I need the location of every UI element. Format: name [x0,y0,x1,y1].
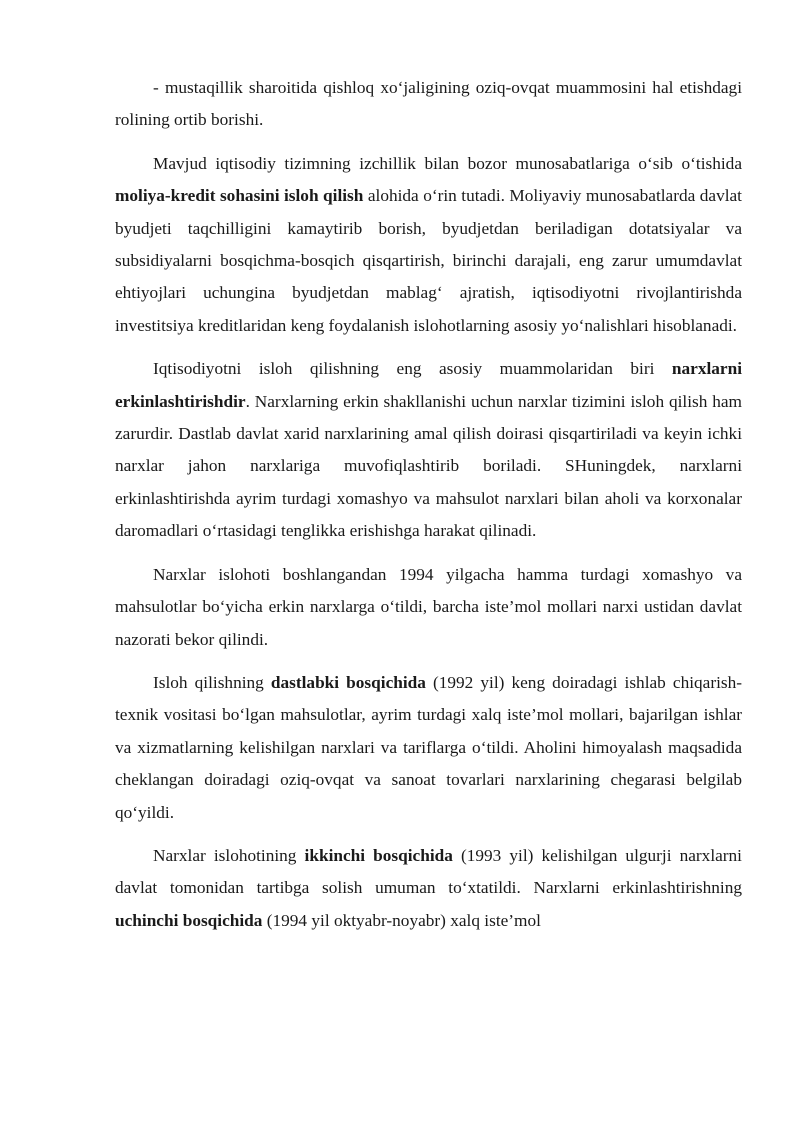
paragraph-text: Narxlar islohotining [153,845,305,865]
document-page [115,72,742,948]
paragraph-text: Isloh qilishning [153,672,271,692]
paragraph-text: alohida o‘rin tutadi. Moliyaviy munosabatlarda davlat byudjeti taqchilligini kamaytirib borish, byudjetdan beriladigan dotatsiyalar va subsidiyalarni bosqichma-bosqich qisqartirish, birinchi darajali, eng zarur umumdavlat ehtiyojlari uchungina byudjetdan mablag‘ ajratish, iqtisodiyotni rivojlantirishda investitsiya kreditlaridan keng foydalanish islohotlarning asosiy yo‘nalishlari hisoblanadi. [115,186,742,335]
paragraph-text: Mavjud iqtisodiy tizimning izchillik bilan bozor munosabatlariga o‘sib o‘tishida [153,153,742,173]
paragraph-text: Narxlar islohoti boshlangandan 1994 yilgacha hamma turdagi xomashyo va mahsulotlar bo‘yicha erkin narxlarga o‘tildi, barcha iste’mol mollari narxi ustidan davlat nazorati bekor qilindi. [115,564,742,649]
paragraph-6 [115,840,742,937]
bold-term: moliya-kredit sohasini isloh qilish [115,186,364,206]
paragraph-text: (1992 yil) keng doiradagi ishlab chiqarish-texnik vositasi bo‘lgan mahsulotlar, ayrim turdagi xalq iste’mol mollari, bajarilgan ishlar va xizmatlarning kelishilgan narxlari va tariflarga o‘tildi. Aholini himoyalash maqsadida cheklangan doiradagi oziq-ovqat va sanoat tovarlari narxlarining chegarasi belgilab qo‘yildi. [115,672,742,822]
paragraph-text: - mustaqillik sharoitida qishloq xo‘jaligining oziq-ovqat muammosini hal etishdagi rolining ortib borishi. [115,78,742,130]
paragraph-1 [115,72,742,137]
paragraph-text: . Narxlarning erkin shakllanishi uchun narxlar tizimini isloh qilish ham zarurdir. Dastlab davlat xarid narxlarining amal qilish doirasi qisqartiriladi va keyin ichki narxlar jahon narxlariga muvofiqlashtirib boriladi. SHuningdek, narxlarni erkinlashtirishda ayrim turdagi xomashyo va mahsulot narxlari bilan aholi va korxonalar daromadlari o‘rtasidagi tenglikka erishishga harakat qilinadi. [115,391,742,541]
paragraph-5 [115,667,742,829]
paragraph-text: Iqtisodiyotni isloh qilishning eng asosiy muammolaridan biri [153,359,672,379]
paragraph-text: (1994 yil oktyabr-noyabr) xalq iste’mol [262,910,541,930]
paragraph-text: (1993 yil) kelishilgan ulgurji narxlarni davlat tomonidan tartibga solish umuman to‘xtatildi. Narxlarni erkinlashtirishning [115,845,742,898]
paragraph-2 [115,148,742,342]
bold-term: ikkinchi bosqichida [304,845,453,865]
bold-term: dastlabki bosqichida [270,672,426,692]
paragraph-4 [115,559,742,656]
bold-term: narxlarni erkinlashtirishdir [115,359,742,411]
bold-term: uchinchi bosqichida [115,910,263,930]
paragraph-3 [115,353,742,547]
